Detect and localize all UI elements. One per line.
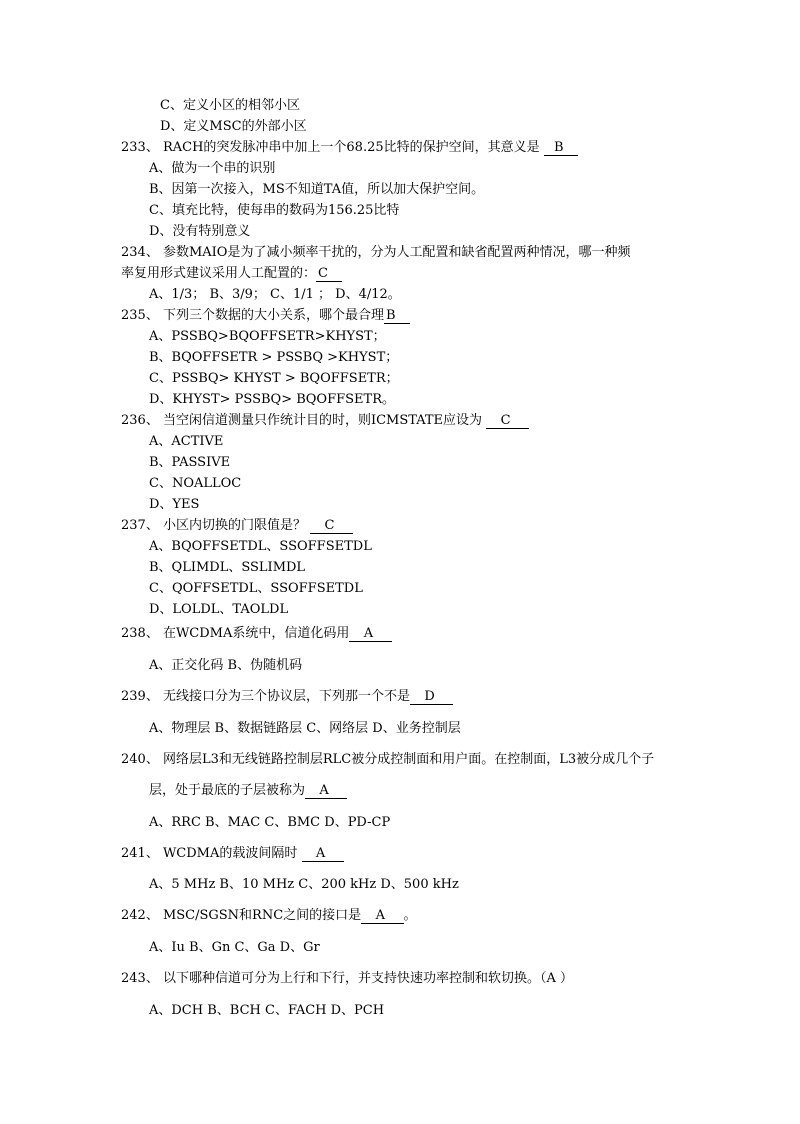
question-text: 233、 RACH的突发脉冲串中加上一个68.25比特的保护空间，其意义是 xyxy=(121,140,544,155)
answer-blank: A xyxy=(361,908,403,924)
option-line: A、1/3； B、3/9； C、1/1 ； D、4/12。 xyxy=(149,287,401,302)
option-line: C、QOFFSETDL、SSOFFSETDL xyxy=(149,581,363,596)
question-239 xyxy=(121,689,453,705)
option-line: A、RRC B、MAC C、BMC D、PD-CP xyxy=(149,815,391,830)
question-242: 242、 MSC/SGSN和RNC之间的接口是 A 。 xyxy=(121,908,417,923)
option-line: A、Iu B、Gn C、Ga D、Gr xyxy=(149,940,320,955)
answer-blank: B xyxy=(544,140,578,156)
option-line: D、LOLDL、TAOLDL xyxy=(149,602,289,617)
answer-blank: A xyxy=(305,783,347,799)
answer-blank: D xyxy=(410,689,453,705)
question-text: 235、 下列三个数据的大小关系，哪个最合理 xyxy=(121,308,384,323)
answer-blank: C xyxy=(486,413,529,429)
question-text: 236、 当空闲信道测量只作统计目的时，则ICMSTATE应设为 xyxy=(121,413,487,428)
answer-blank: C xyxy=(310,518,353,534)
option-line: D、KHYST> PSSBQ> BQOFFSETR。 xyxy=(149,392,395,407)
option-line: D、YES xyxy=(149,497,200,512)
option-line: A、PSSBQ>BQOFFSETR>KHYST； xyxy=(149,329,386,344)
question-241 xyxy=(121,846,344,862)
option-line: B、因第一次接入，MS不知道TA值，所以加大保护空间。 xyxy=(149,182,485,197)
option-line: A、正交化码 B、伪随机码 xyxy=(149,658,303,673)
question-243: 243、 以下哪种信道可分为上行和下行，并支持快速功率控制和软切换。（A ） xyxy=(121,971,573,986)
option-line: A、5 MHz B、10 MHz C、200 kHz D、500 kHz xyxy=(149,877,459,892)
option-line: A、物理层 B、数据链路层 C、网络层 D、业务控制层 xyxy=(149,721,461,736)
question-233 xyxy=(121,140,578,156)
answer-blank: B xyxy=(384,308,410,324)
option-line: A、DCH B、BCH C、FACH D、PCH xyxy=(149,1003,385,1018)
question-text: 层，处于最底的子层被称为 xyxy=(149,783,306,798)
option-line: B、QLIMDL、SSLIMDL xyxy=(149,560,306,575)
question-236 xyxy=(121,413,529,429)
option-line: D、没有特别意义 xyxy=(149,224,251,239)
answer-blank: A xyxy=(302,846,344,862)
question-text: 238、 在WCDMA系统中，信道化码用 xyxy=(121,626,350,641)
question-240-cont xyxy=(149,783,347,799)
option-line: B、BQOFFSETR > PSSBQ >KHYST； xyxy=(149,350,399,365)
question-237 xyxy=(121,518,353,534)
answer-blank: A xyxy=(349,626,391,642)
question-240: 240、 网络层L3和无线链路控制层RLC被分成控制面和用户面。在控制面，L3被分成几个子 xyxy=(121,752,655,767)
question-235 xyxy=(121,308,410,324)
question-234: 234、 参数MAIO是为了减小频率干扰的，分为人工配置和缺省配置两种情况，哪一种频 xyxy=(121,245,631,260)
answer-blank: C xyxy=(316,266,342,282)
question-text: 242、 MSC/SGSN和RNC之间的接口是 xyxy=(121,908,362,923)
question-238 xyxy=(121,626,392,642)
option-line: C、填充比特，使每串的数码为156.25比特 xyxy=(149,203,400,218)
option-line: A、BQOFFSETDL、SSOFFSETDL xyxy=(149,539,372,554)
option-line: C、NOALLOC xyxy=(149,476,242,491)
option-line: D、定义MSC的外部小区 xyxy=(160,119,307,134)
question-234-cont xyxy=(121,266,342,282)
option-line: B、PASSIVE xyxy=(149,455,231,470)
option-line: A、ACTIVE xyxy=(149,434,224,449)
option-line: C、PSSBQ> KHYST > BQOFFSETR； xyxy=(149,371,399,386)
question-text: 率复用形式建议采用人工配置的： xyxy=(121,266,317,281)
question-text: 241、 WCDMA的载波间隔时 xyxy=(121,846,302,861)
question-text: 237、 小区内切换的门限值是？ xyxy=(121,518,311,533)
option-line: C、定义小区的相邻小区 xyxy=(160,98,300,113)
question-text: 239、 无线接口分为三个协议层，下列那一个不是 xyxy=(121,689,410,704)
option-line: A、做为一个串的识别 xyxy=(149,161,276,176)
